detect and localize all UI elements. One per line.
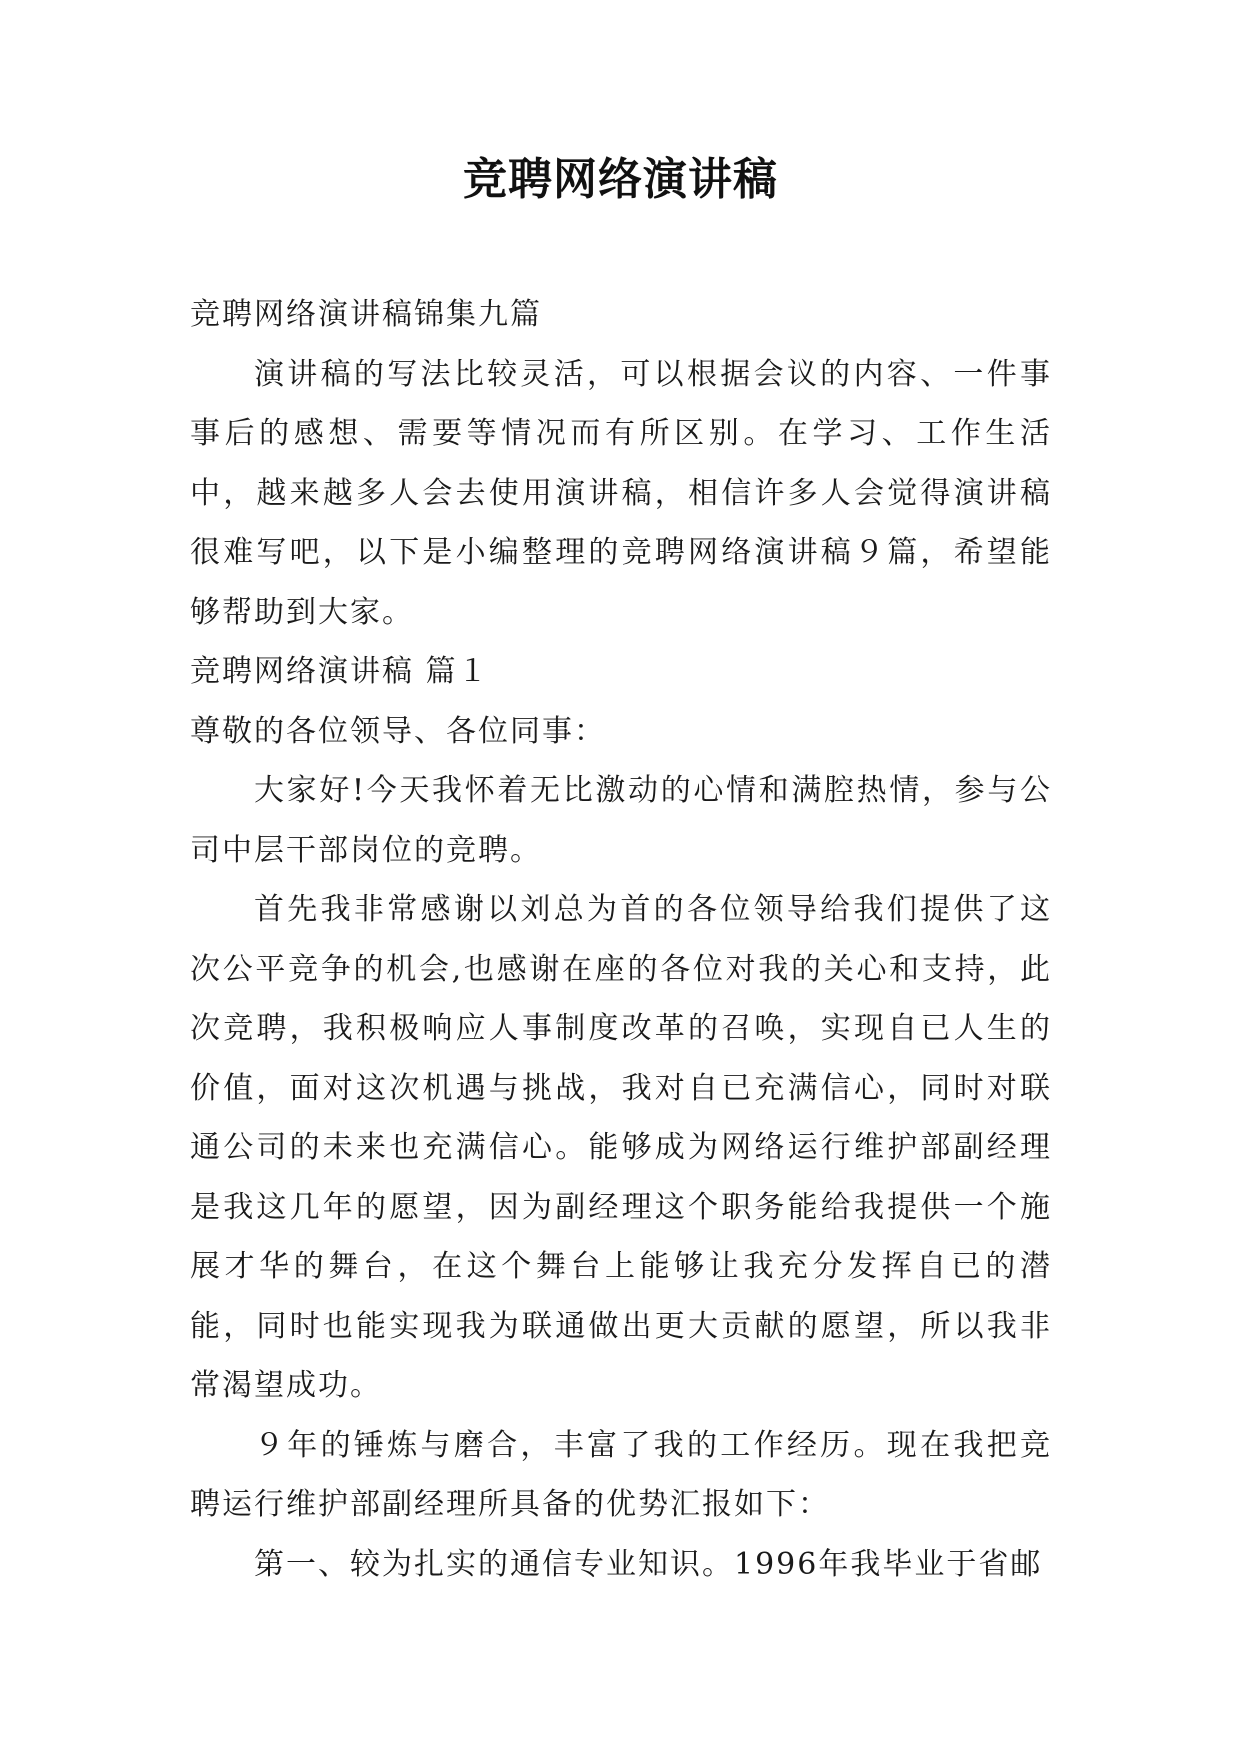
- subtitle-paragraph: 竞聘网络演讲稿锦集九篇: [190, 297, 542, 332]
- body-paragraph: 第一、较为扎实的通信专业知识。1996年我毕业于省邮: [254, 1546, 1043, 1582]
- salutation-paragraph: 尊敬的各位领导、各位同事：: [190, 713, 606, 749]
- body-paragraph: 大家好!今天我怀着无比激动的心情和满腔热情，参与公司中层干部岗位的竞聘。: [190, 773, 1052, 868]
- body-paragraph: 首先我非常感谢以刘总为首的各位领导给我们提供了这次公平竞争的机会,也感谢在座的各位对我的关心和支持，此次竞聘，我积极响应人事制度改革的召唤，实现自已人生的价值，面对这次机遇与挑战，我对自已充满信心，同时对联通公司的未来也充满信心。能够成为网络运行维护部副经理是我这几年的愿望，因为副经理这个职务能给我提供一个施展才华的舞台，在这个舞台上能够让我充分发挥自已的潜能，同时也能实现我为联通做出更大贡献的愿望，所以我非常渴望成功。: [190, 892, 1052, 1403]
- document-body: [190, 285, 1052, 1594]
- section-heading: 竞聘网络演讲稿 篇１: [190, 654, 490, 689]
- intro-paragraph: 演讲稿的写法比较灵活，可以根据会议的内容、一件事事后的感想、需要等情况而有所区别。在学习、工作生活中，越来越多人会去使用演讲稿，相信许多人会觉得演讲稿很难写吧，以下是小编整理的竞聘网络演讲稿９篇，希望能够帮助到大家。: [190, 356, 1052, 630]
- body-paragraph: ９年的锤炼与磨合，丰富了我的工作经历。现在我把竞聘运行维护部副经理所具备的优势汇报如下：: [190, 1427, 1052, 1522]
- document-title: 竞聘网络演讲稿: [463, 154, 778, 205]
